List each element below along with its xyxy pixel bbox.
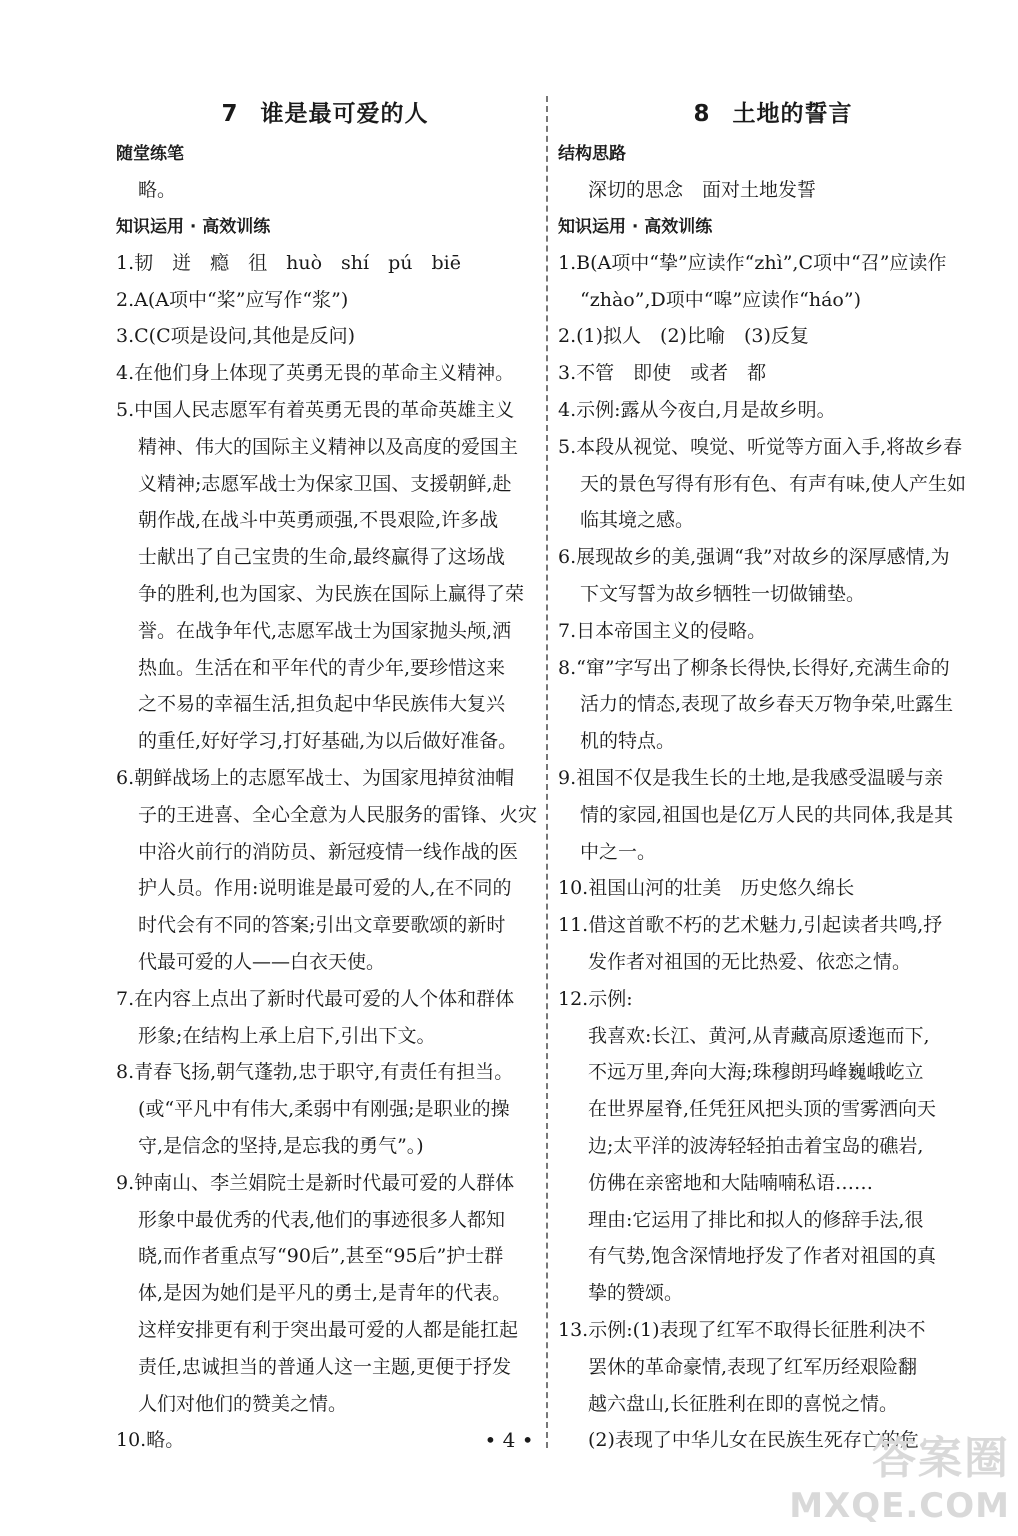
answer-line: 略。 [138,179,177,201]
right-lesson-number: 8 [693,101,711,127]
answer-line: 体,是因为她们是平凡的勇士,是青年的代表。 [138,1282,512,1305]
answer-line: 10.略。 [116,1429,185,1452]
answer-line: 挚的赞颂。 [588,1282,684,1305]
answer-line: 不远万里,奔向大海;珠穆朗玛峰巍峨屹立 [588,1061,924,1084]
answer-line: 在世界屋脊,任凭狂风把头顶的雪雾洒向天 [588,1098,937,1121]
answer-line: 5.中国人民志愿军有着英勇无畏的革命英雄主义 [116,398,515,421]
answer-line: 12.示例: [558,987,633,1010]
answer-line: 9.祖国不仅是我生长的土地,是我感受温暖与亲 [558,766,944,789]
answer-line: 代最可爱的人——白衣天使。 [138,950,386,973]
answer-line: 形象;在结构上承上启下,引出下文。 [138,1024,436,1047]
section-heading: 知识运用 · 高效训练 [116,216,271,237]
answer-line: 的重任,好好学习,打好基础,为以后做好准备。 [138,730,518,753]
answer-line: 6.展现故乡的美,强调“我”对故乡的深厚感情,为 [558,546,950,569]
answer-line: 11.借这首歌不朽的艺术魅力,引起读者共鸣,抒 [558,914,943,937]
right-column [558,92,988,1459]
answer-line: 有气势,饱含深情地抒发了作者对祖国的真 [588,1245,937,1268]
answer-line: 发作者对祖国的无比热爱、依恋之情。 [588,950,912,973]
left-column [116,92,538,1459]
answer-line: 3.C(C项是设问,其他是反问) [116,325,356,348]
answer-line: 之不易的幸福生活,担负起中华民族伟大复兴 [138,693,506,716]
answer-line: 情的家园,祖国也是亿万人民的共同体,我是其 [580,803,954,826]
answer-line: 争的胜利,也为国家、为民族在国际上赢得了荣 [138,582,525,605]
answer-line: 精神、伟大的国际主义精神以及高度的爱国主 [138,435,519,458]
answer-line: 罢休的革命豪情,表现了红军历经艰险翻 [588,1355,918,1378]
answer-line: 2.A(A项中“桨”应写作“浆”) [116,288,349,311]
left-answers [116,136,538,1459]
answer-line: 天的景色写得有形有色、有声有味,使人产生如 [580,472,967,495]
answer-line: 临其境之感。 [580,509,695,532]
answer-line: 机的特点。 [580,730,676,753]
left-lesson-title [116,92,534,136]
page-number: • 4 • [484,1428,534,1452]
answer-line: 3.不管 即使 或者 都 [558,362,767,385]
answer-line: 我喜欢:长江、黄河,从青藏高原逶迤而下, [588,1024,930,1047]
answer-line: 护人员。作用:说明谁是最可爱的人,在不同的 [138,877,512,900]
answer-line: 仿佛在亲密地和大陆喃喃私语…… [588,1171,874,1194]
answer-line: 子的王进喜、全心全意为人民服务的雷锋、火灾 [138,803,538,826]
watermark-bottom: MXQE.COM [789,1486,1010,1526]
answer-line: 8.“窜”字写出了柳条长得快,长得好,充满生命的 [558,656,950,679]
answer-line: 7.日本帝国主义的侵略。 [558,619,767,642]
answer-line: 4.示例:露从今夜白,月是故乡明。 [558,398,836,421]
answer-line: 形象中最优秀的代表,他们的事迹很多人都知 [138,1208,506,1231]
answer-line: 下文写誓为故乡牺牲一切做铺垫。 [580,582,866,605]
watermark-top: 答案圈 [872,1433,1010,1484]
answer-line: 越六盘山,长征胜利在即的喜悦之情。 [588,1392,899,1415]
answer-line: 6.朝鲜战场上的志愿军战士、为国家甩掉贫油帽 [116,766,515,789]
answer-line: 士献出了自己宝贵的生命,最终赢得了这场战 [138,546,506,569]
answer-line: (2)表现了中华儿女在民族生死存亡的危 [588,1429,919,1452]
answer-line: 人们对他们的赞美之情。 [138,1392,348,1415]
answer-line: 责任,忠诚担当的普通人这一主题,更便于抒发 [138,1355,512,1378]
right-lesson-title-text: 土地的誓言 [732,101,853,127]
answer-line: 边;太平洋的波涛轻轻拍击着宝岛的礁岩, [588,1134,924,1157]
answer-line: (或“平凡中有伟大,柔弱中有刚强;是职业的操 [138,1098,510,1121]
section-heading: 随堂练笔 [116,144,184,164]
answer-line: 朝作战,在战斗中英勇顽强,不畏艰险,许多战 [138,509,499,532]
answer-line: 守,是信念的坚持,是忘我的勇气”。) [138,1134,424,1157]
answer-line: 义精神;志愿军战士为保家卫国、支援朝鲜,赴 [138,472,512,495]
answer-line: 这样安排更有利于突出最可爱的人都是能扛起 [138,1318,519,1341]
answer-line: 4.在他们身上体现了英勇无畏的革命主义精神。 [116,362,515,385]
answer-line: 1.B(A项中“挚”应读作“zhì”,C项中“召”应读作 [558,251,947,274]
section-heading: 结构思路 [558,144,626,164]
answer-line: “zhào”,D项中“嗥”应读作“háo”) [580,288,861,311]
answer-line: 晓,而作者重点写“90后”,甚至“95后”护士群 [138,1245,504,1268]
left-lesson-title-text: 谁是最可爱的人 [260,101,429,127]
answer-line: 中浴火前行的消防员、新冠疫情一线作战的医 [138,840,519,863]
answer-line: 誉。在战争年代,志愿军战士为国家抛头颅,洒 [138,619,512,642]
left-lesson-number: 7 [221,101,239,127]
answer-line: 7.在内容上点出了新时代最可爱的人个体和群体 [116,987,515,1010]
watermark-logo [789,1422,1010,1526]
answer-line: 中之一。 [580,840,657,863]
answer-line: 时代会有不同的答案;引出文章要歌颂的新时 [138,914,506,937]
right-answers [558,136,988,1459]
answer-line: 活力的情态,表现了故乡春天万物争荣,吐露生 [580,693,954,716]
answer-line: 10.祖国山河的壮美 历史悠久绵长 [558,877,855,900]
answer-line: 13.示例:(1)表现了红军不取得长征胜利决不 [558,1318,926,1341]
answer-line: 2.(1)拟人 (2)比喻 (3)反复 [558,325,809,348]
answer-line: 深切的思念 面对土地发誓 [588,179,817,201]
answer-line: 8.青春飞扬,朝气蓬勃,忠于职守,有责任有担当。 [116,1061,514,1084]
answer-line: 5.本段从视觉、嗅觉、听觉等方面入手,将故乡春 [558,435,963,458]
answer-line: 1.韧 迸 瘾 徂 huò shí pú biē [116,251,461,274]
answer-line: 9.钟南山、李兰娟院士是新时代最可爱的人群体 [116,1171,515,1194]
right-lesson-title [558,92,988,136]
answer-line: 热血。生活在和平年代的青少年,要珍惜这来 [138,656,506,679]
section-heading: 知识运用 · 高效训练 [558,216,713,237]
answer-line: 理由:它运用了排比和拟人的修辞手法,很 [588,1208,924,1231]
column-divider [546,96,548,1448]
